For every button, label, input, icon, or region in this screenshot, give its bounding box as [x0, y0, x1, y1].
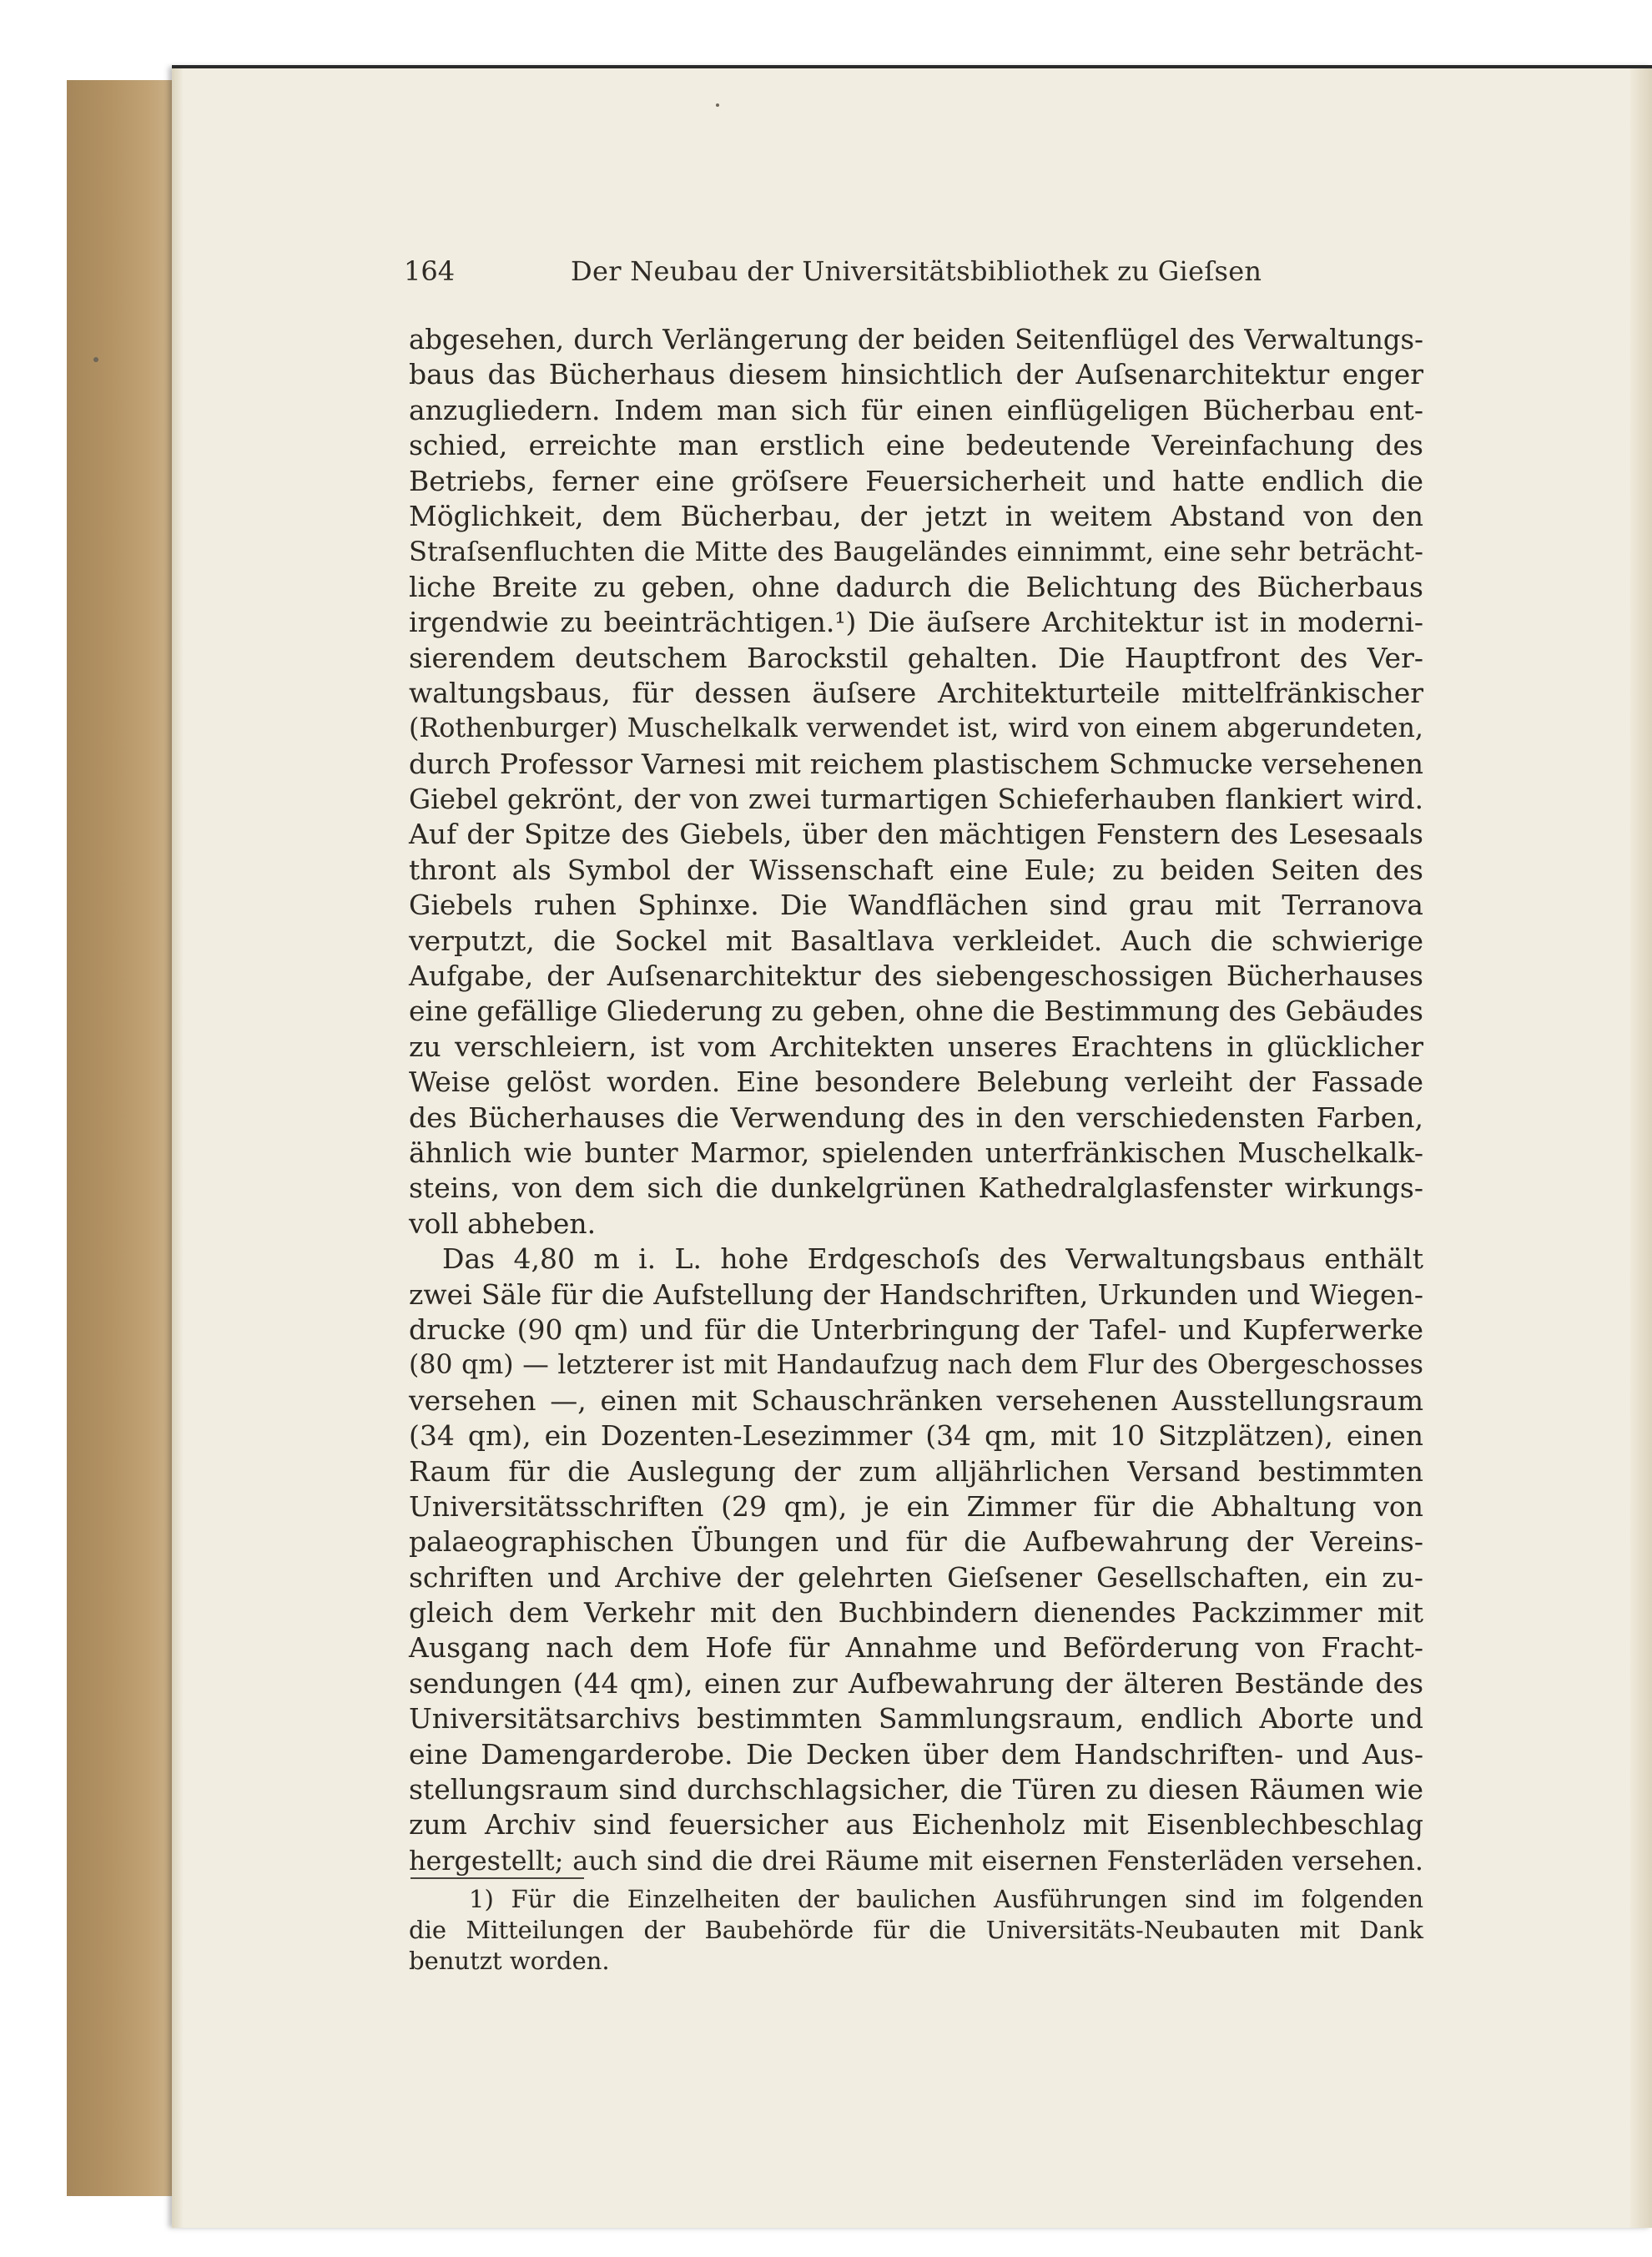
- text-line: Ausgang nach dem Hofe für Annahme und Beförderung von Fracht-: [409, 1631, 1423, 1665]
- text-line: drucke (90 qm) und für die Unterbringung der Tafel- und Kupferwerke: [409, 1312, 1423, 1346]
- text-line: zu verschleiern, ist vom Architekten unseres Erachtens in glücklicher: [409, 1030, 1423, 1063]
- text-line: (Rothenburger) Muschelkalk verwendet ist, wird von einem abgerundeten,: [409, 713, 1423, 744]
- text-line: steins, von dem sich die dunkelgrünen Kathedralglasfenster wirkungs-: [409, 1171, 1423, 1205]
- text-line: ähnlich wie bunter Marmor, spielenden unterfränkischen Muschelkalk-: [409, 1136, 1423, 1169]
- text-line: Möglichkeit, dem Bücherbau, der jetzt in weitem Abstand von den: [409, 499, 1423, 532]
- paragraph-first-line: Das 4,80 m i. L. hohe Erdgeschoſs des Verwaltungsbaus enthält: [442, 1242, 1423, 1276]
- footnote-line: die Mitteilungen der Baubehörde für die Universitäts-Neubauten mit Dank: [409, 1916, 1423, 1944]
- text-line: zum Archiv sind feuersicher aus Eichenholz mit Eisenblechbeschlag: [409, 1808, 1423, 1841]
- text-line: palaeographischen Übungen und für die Aufbewahrung der Vereins-: [409, 1525, 1423, 1559]
- text-line: Giebels ruhen Sphinxe. Die Wandflächen sind grau mit Terranova: [409, 889, 1423, 922]
- book-edge-strip: [67, 80, 175, 2196]
- text-line: des Bücherhauses die Verwendung des in den verschiedensten Farben,: [409, 1101, 1423, 1134]
- page-number: 164: [404, 255, 456, 287]
- text-line: Betriebs, ferner eine gröſsere Feuersicherheit und hatte endlich die: [409, 464, 1423, 497]
- text-line: zwei Säle für die Aufstellung der Handschriften, Urkunden und Wiegen-: [409, 1277, 1423, 1311]
- text-line: gleich dem Verkehr mit den Buchbindern dienendes Packzimmer mit: [409, 1596, 1423, 1630]
- text-line: baus das Bücherhaus diesem hinsichtlich der Auſsenarchitektur enger: [409, 358, 1423, 391]
- text-line: Giebel gekrönt, der von zwei turmartigen Schieferhauben flankiert wird.: [409, 783, 1423, 816]
- footnote-rule: [410, 1877, 584, 1879]
- text-line: eine gefällige Gliederung zu geben, ohne die Bestimmung des Gebäudes: [409, 995, 1423, 1028]
- text-line: liche Breite zu geben, ohne dadurch die Belichtung des Bücherbaus: [409, 570, 1423, 603]
- text-line: schriften und Archive der gelehrten Gieſsener Gesellschaften, ein zu-: [409, 1560, 1423, 1594]
- text-line: (34 qm), ein Dozenten-Lesezimmer (34 qm, mit 10 Sitzplätzen), einen: [409, 1419, 1423, 1453]
- text-line: durch Professor Varnesi mit reichem plastischem Schmucke versehenen: [409, 747, 1423, 780]
- footnote-line: benutzt worden.: [409, 1947, 610, 1975]
- text-line: Straſsenfluchten die Mitte des Baugeländes einnimmt, eine sehr beträcht-: [409, 536, 1423, 568]
- page-speck: [716, 103, 719, 107]
- footnote-line: 1) Für die Einzelheiten der baulichen Ausführungen sind im folgenden: [469, 1885, 1423, 1913]
- text-line: eine Damengarderobe. Die Decken über dem Handschriften- und Aus-: [409, 1737, 1423, 1771]
- text-line: sendungen (44 qm), einen zur Aufbewahrung der älteren Bestände des: [409, 1666, 1423, 1700]
- page-top-edge: [172, 65, 1652, 68]
- text-line: Universitätsschriften (29 qm), je ein Zimmer für die Abhaltung von: [409, 1489, 1423, 1523]
- text-line: Auf der Spitze des Giebels, über den mächtigen Fenstern des Lesesaals: [409, 818, 1423, 851]
- text-line: abgesehen, durch Verlängerung der beiden Seitenflügel des Verwaltungs-: [409, 324, 1423, 355]
- footnote: [409, 1884, 1423, 1977]
- text-line: Universitätsarchivs bestimmten Sammlungsraum, endlich Aborte und: [409, 1702, 1423, 1736]
- text-line: Raum für die Auslegung der zum alljährlichen Versand bestimmten: [409, 1454, 1423, 1488]
- text-line: (80 qm) — letzterer ist mit Handaufzug nach dem Flur des Obergeschosses: [409, 1350, 1423, 1381]
- text-line: Weise gelöst worden. Eine besondere Belebung verleiht der Fassade: [409, 1066, 1423, 1099]
- text-line: anzugliedern. Indem man sich für einen einflügeligen Bücherbau ent-: [409, 393, 1423, 426]
- text-line: voll abheben.: [409, 1207, 597, 1240]
- body-text: [409, 322, 1423, 1878]
- text-line: versehen —, einen mit Schauschränken versehenen Ausstellungsraum: [409, 1383, 1423, 1417]
- text-line: sierendem deutschem Barockstil gehalten. Die Hauptfront des Ver-: [409, 641, 1423, 674]
- running-title: Der Neubau der Universitätsbibliothek zu Gieſsen: [571, 255, 1262, 287]
- page-speck: [93, 357, 98, 362]
- text-line: thront als Symbol der Wissenschaft eine Eule; zu beiden Seiten des: [409, 853, 1423, 886]
- running-head: [404, 250, 1430, 292]
- text-line: irgendwie zu beeinträchtigen.¹) Die äuſsere Architektur ist in moderni-: [409, 606, 1423, 639]
- text-line: hergestellt; auch sind die drei Räume mit eisernen Fensterläden versehen.: [409, 1844, 1423, 1877]
- text-line: Aufgabe, der Auſsenarchitektur des siebengeschossigen Bücherhauses: [409, 960, 1423, 993]
- text-line: schied, erreichte man erstlich eine bedeutende Vereinfachung des: [409, 429, 1423, 462]
- page-inner-edge: [172, 67, 184, 2228]
- text-line: stellungsraum sind durchschlagsicher, die Türen zu diesen Räumen wie: [409, 1773, 1423, 1806]
- text-line: waltungsbaus, für dessen äuſsere Architekturteile mittelfränkischer: [409, 676, 1423, 709]
- page-gutter: [1630, 67, 1652, 2228]
- text-line: verputzt, die Sockel mit Basaltlava verkleidet. Auch die schwierige: [409, 924, 1423, 957]
